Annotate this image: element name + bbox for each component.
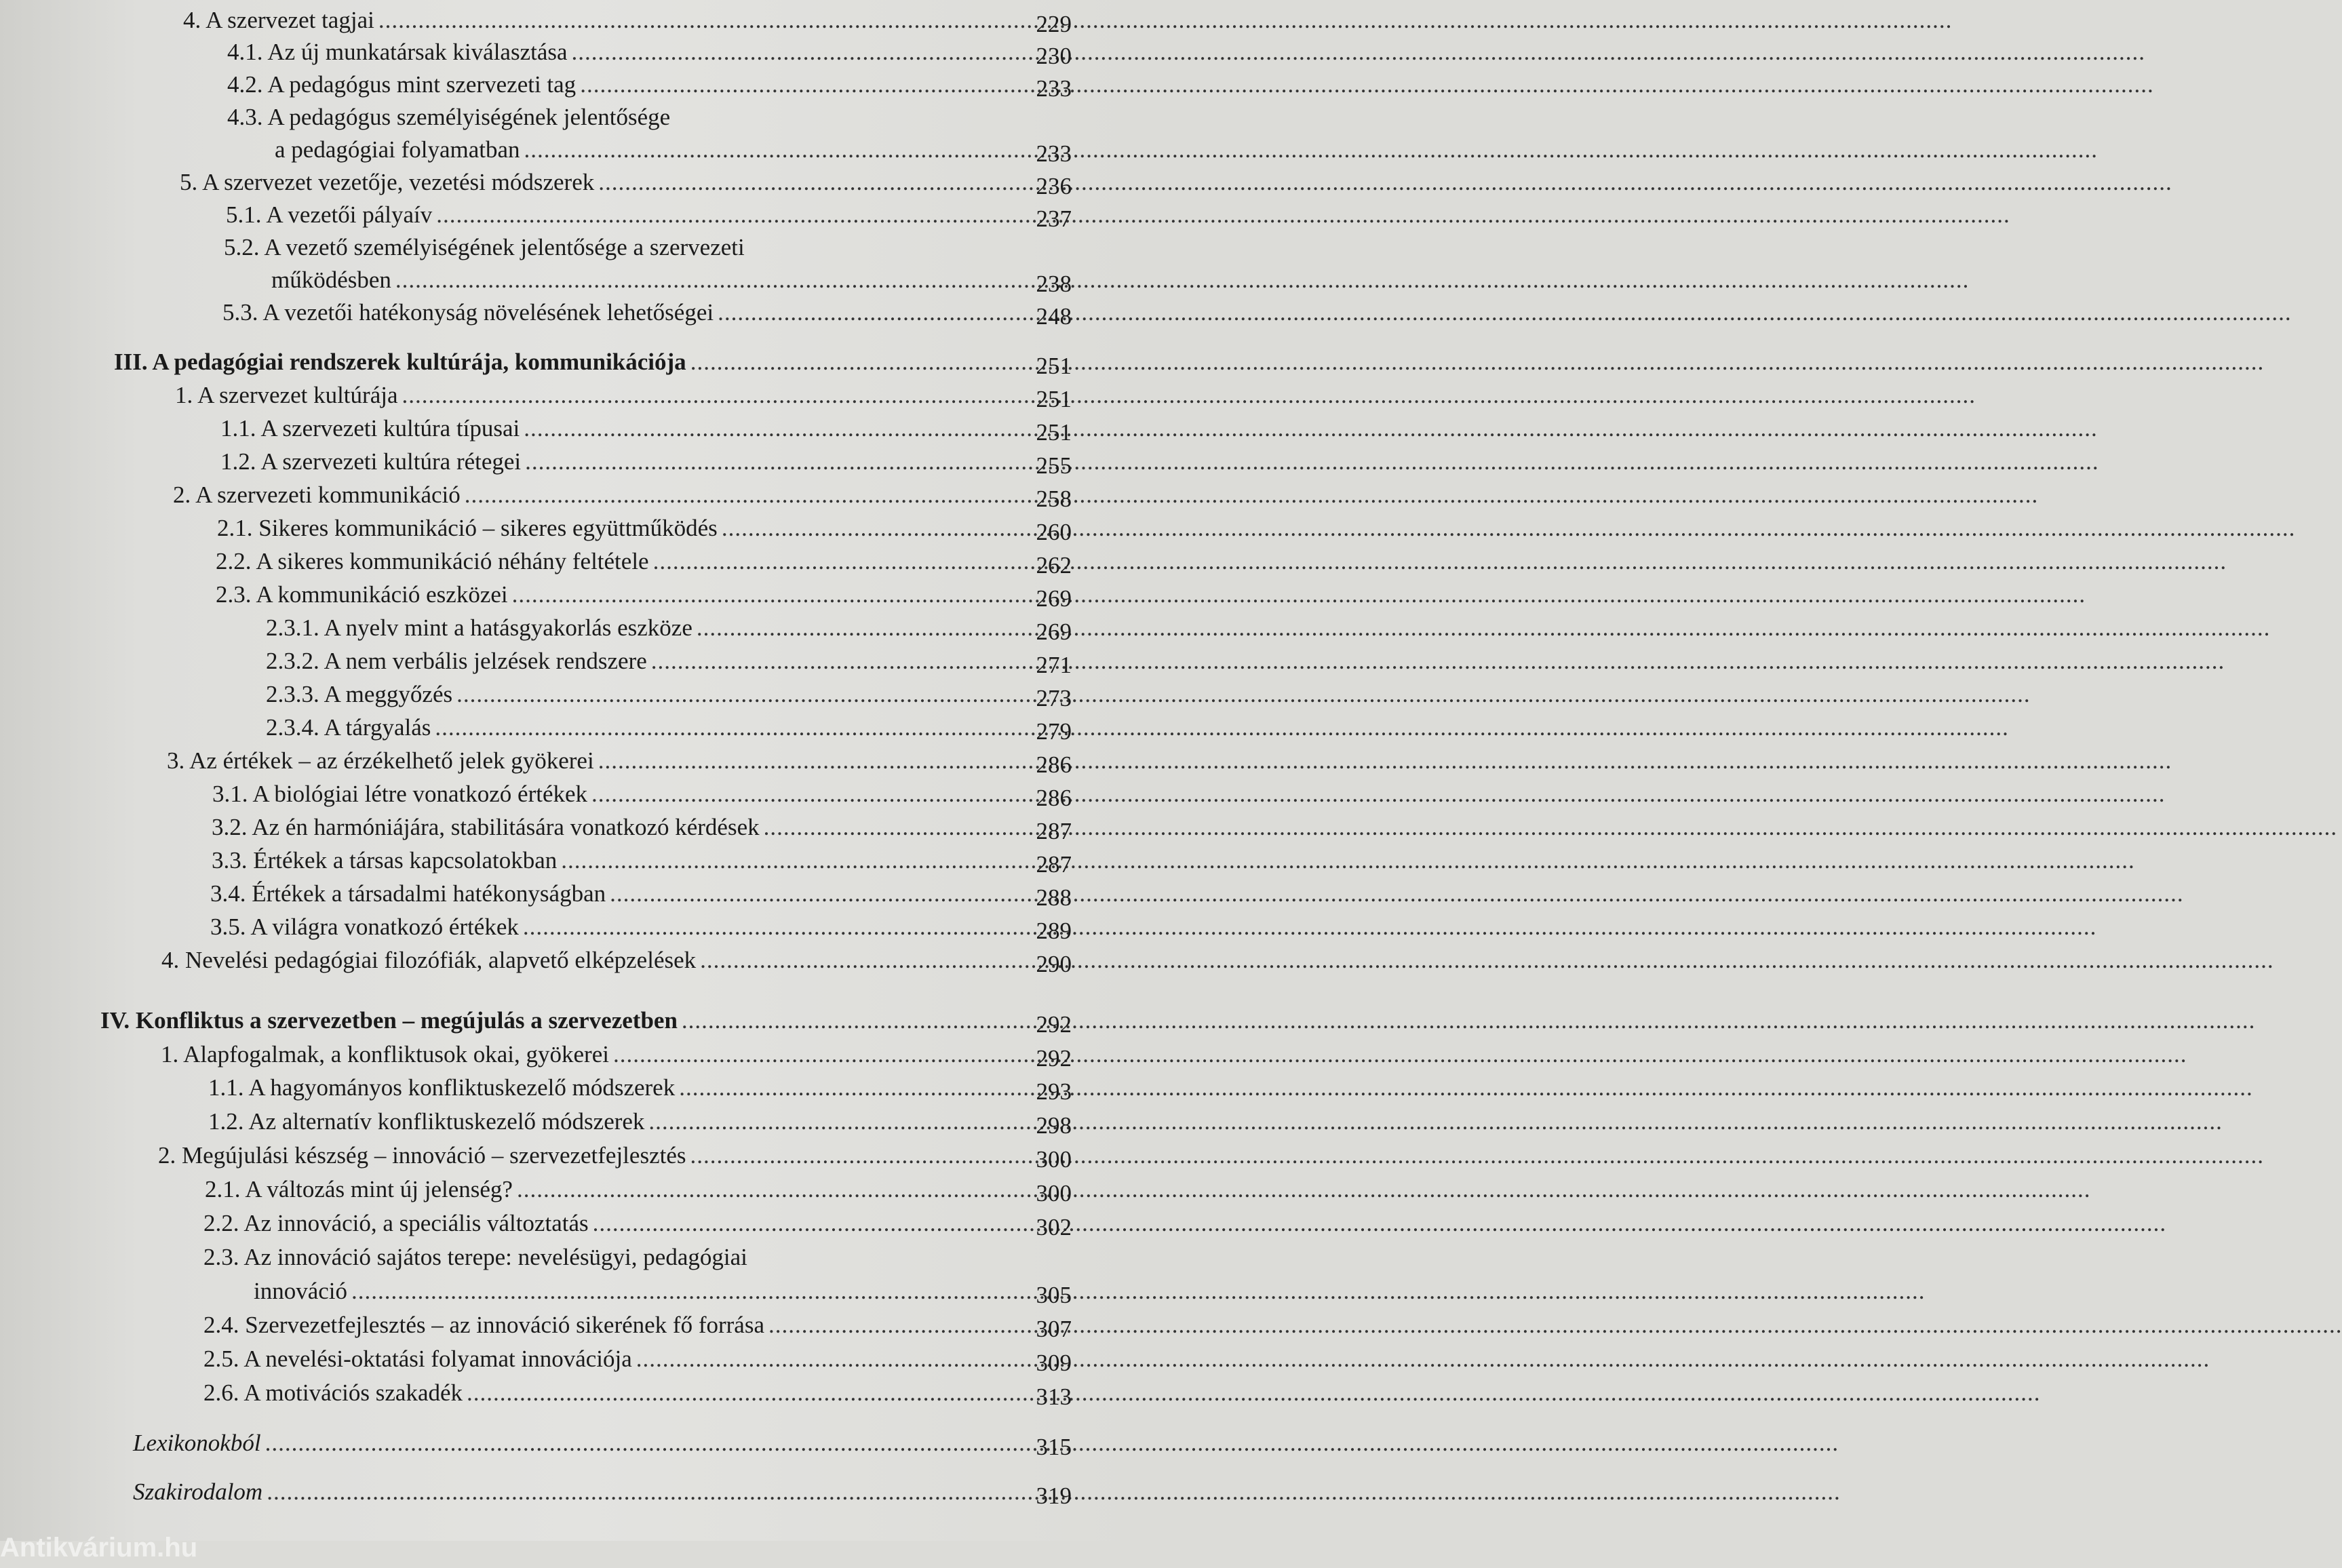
toc-entry-title: 2.3. Az innováció sajátos terepe: nevelésügyi, pedagógiai bbox=[203, 1244, 747, 1270]
toc-entry-title: 1.1. A hagyományos konfliktuskezelő módszerek bbox=[208, 1074, 676, 1101]
toc-entry-title: IV. Konfliktus a szervezetben – megújulás a szervezetben bbox=[100, 1007, 678, 1034]
toc-page-number: 298 bbox=[1036, 1112, 1072, 1139]
dot-leader bbox=[402, 380, 1020, 410]
toc-entry-title: 4.1. Az új munkatársak kiválasztása bbox=[227, 39, 568, 65]
toc-page-number: 229 bbox=[1036, 11, 1072, 37]
dot-leader bbox=[351, 1276, 1020, 1306]
toc-entry-title: a pedagógiai folyamatban bbox=[275, 136, 520, 163]
toc-entry-title: 3.3. Értékek a társas kapcsolatokban bbox=[212, 847, 558, 874]
toc-page-number: 269 bbox=[1036, 619, 1072, 645]
toc-entry-title: 2.3. A kommunikáció eszközei bbox=[216, 581, 508, 608]
toc-entry-title: 2.1. A változás mint új jelenség? bbox=[205, 1176, 513, 1202]
dot-leader bbox=[648, 1107, 1020, 1137]
dot-leader bbox=[456, 680, 1020, 709]
toc-entry-title: 5. A szervezet vezetője, vezetési módszerek bbox=[180, 169, 595, 195]
toc-page bbox=[0, 0, 1156, 1563]
toc-entry-title: 4. Nevelési pedagógiai filozófiák, alapvető elképzelések bbox=[161, 947, 697, 973]
toc-page-number: 262 bbox=[1036, 552, 1072, 579]
dot-leader bbox=[436, 200, 1020, 230]
toc-page-number: 251 bbox=[1036, 386, 1072, 412]
toc-entry-title: 2.1. Sikeres kommunikáció – sikeres együttműködés bbox=[217, 515, 718, 541]
toc-entry-title: 1.2. Az alternatív konfliktuskezelő módszerek bbox=[208, 1108, 645, 1135]
toc-entry-title: 2.2. A sikeres kommunikáció néhány feltétele bbox=[216, 548, 649, 574]
dot-leader bbox=[768, 1310, 1020, 1340]
dot-leader bbox=[267, 1477, 1020, 1507]
toc-entry-title: 3. Az értékek – az érzékelhető jelek gyökerei bbox=[167, 747, 594, 774]
toc-entry-title: 4. A szervezet tagjai bbox=[183, 7, 374, 33]
toc-page-number: 300 bbox=[1036, 1180, 1072, 1207]
toc-page-number: 273 bbox=[1036, 685, 1072, 711]
toc-entry-title: 5.3. A vezetői hatékonyság növelésének lehetőségei bbox=[222, 299, 714, 326]
dot-leader bbox=[598, 746, 1020, 776]
dot-leader bbox=[700, 945, 1020, 975]
dot-leader bbox=[651, 646, 1020, 676]
toc-entry-title: működésben bbox=[271, 267, 391, 293]
toc-entry-title: 3.2. Az én harmóniájára, stabilitására vonatkozó kérdések bbox=[212, 814, 760, 840]
toc-page-number: 289 bbox=[1036, 918, 1072, 944]
toc-page-number: 258 bbox=[1036, 486, 1072, 512]
toc-page-number: 230 bbox=[1036, 43, 1072, 69]
dot-leader bbox=[517, 1175, 1020, 1204]
dot-leader bbox=[525, 447, 1020, 477]
toc-entry-title: 2.2. Az innováció, a speciális változtatás bbox=[203, 1210, 589, 1236]
dot-leader bbox=[610, 879, 1020, 909]
toc-page-number: 279 bbox=[1036, 718, 1072, 745]
toc-entry-title: 2.6. A motivációs szakadék bbox=[203, 1379, 463, 1406]
toc-entry-title: 1. Alapfogalmak, a konfliktusok okai, gyökerei bbox=[161, 1041, 609, 1067]
toc-entry-title: 1.2. A szervezeti kultúra rétegei bbox=[220, 448, 522, 475]
toc-page-number: 255 bbox=[1036, 452, 1072, 479]
toc-entry-title: 2.3.3. A meggyőzés bbox=[266, 681, 453, 707]
toc-page-number: 302 bbox=[1036, 1214, 1072, 1240]
dot-leader bbox=[682, 1006, 1020, 1036]
dot-leader bbox=[636, 1344, 1020, 1374]
dot-leader bbox=[591, 779, 1020, 809]
dot-leader bbox=[524, 135, 1020, 165]
toc-entry-title: 2.3.2. A nem verbális jelzések rendszere bbox=[266, 648, 647, 674]
toc-page-number: 248 bbox=[1036, 303, 1072, 330]
toc-page-number: 233 bbox=[1036, 75, 1072, 102]
dot-leader bbox=[598, 168, 1020, 197]
dot-leader bbox=[265, 1428, 1020, 1458]
toc-entry-title: 5.2. A vezető személyiségének jelentősége a szervezeti bbox=[224, 234, 745, 260]
toc-entry-title: innováció bbox=[254, 1278, 348, 1304]
toc-page-number: 287 bbox=[1036, 851, 1072, 878]
dot-leader bbox=[613, 1040, 1020, 1070]
dot-leader bbox=[572, 37, 1020, 67]
toc-entry-title: 2.4. Szervezetfejlesztés – az innováció sikerének fő forrása bbox=[203, 1312, 764, 1338]
dot-leader bbox=[465, 480, 1020, 510]
dot-leader bbox=[395, 265, 1020, 295]
toc-page-number: 300 bbox=[1036, 1146, 1072, 1173]
toc-page-number: 237 bbox=[1036, 205, 1072, 232]
dot-leader bbox=[764, 812, 1020, 842]
toc-entry-title: 4.3. A pedagógus személyiségének jelentősége bbox=[227, 104, 671, 130]
toc-entry-title: 2.3.1. A nyelv mint a hatásgyakorlás eszköze bbox=[266, 614, 692, 641]
toc-entry-title: 3.4. Értékek a társadalmi hatékonyságban bbox=[210, 880, 606, 907]
toc-page-number: 238 bbox=[1036, 271, 1072, 297]
toc-page-number: 292 bbox=[1036, 1045, 1072, 1072]
toc-page-number: 251 bbox=[1036, 419, 1072, 446]
toc-page-number: 286 bbox=[1036, 785, 1072, 811]
toc-entry-title: Szakirodalom bbox=[133, 1478, 263, 1505]
toc-entry-title: 2. Megújulási készség – innováció – szervezetfejlesztés bbox=[158, 1142, 686, 1169]
toc-entry-title: 5.1. A vezetői pályaív bbox=[226, 201, 433, 228]
toc-entry-title: 3.1. A biológiai létre vonatkozó értékek bbox=[212, 781, 588, 807]
toc-entry-title: Lexikonokból bbox=[133, 1430, 261, 1456]
toc-page-number: 288 bbox=[1036, 884, 1072, 911]
toc-page-number: 287 bbox=[1036, 818, 1072, 844]
dot-leader bbox=[697, 613, 1020, 643]
toc-page-number: 236 bbox=[1036, 173, 1072, 199]
toc-entry-title: 1.1. A szervezeti kultúra típusai bbox=[220, 415, 520, 442]
watermark: Antikvárium.hu bbox=[0, 1533, 198, 1563]
toc-page-number: 309 bbox=[1036, 1350, 1072, 1376]
dot-leader bbox=[653, 547, 1020, 576]
dot-leader bbox=[718, 298, 1020, 328]
toc-page-number: 315 bbox=[1036, 1434, 1072, 1460]
toc-entry-title: III. A pedagógiai rendszerek kultúrája, kommunikációja bbox=[114, 349, 686, 375]
dot-leader bbox=[467, 1378, 1020, 1408]
dot-leader bbox=[561, 846, 1020, 876]
toc-page-number: 319 bbox=[1036, 1483, 1072, 1509]
toc-entry-title: 2.3.4. A tárgyalás bbox=[266, 714, 431, 741]
toc-page-number: 313 bbox=[1036, 1384, 1072, 1410]
dot-leader bbox=[593, 1209, 1020, 1238]
dot-leader bbox=[378, 5, 1020, 35]
toc-entry-title: 4.2. A pedagógus mint szervezeti tag bbox=[227, 71, 577, 98]
dot-leader bbox=[690, 347, 1020, 377]
dot-leader bbox=[523, 912, 1020, 942]
dot-leader bbox=[722, 513, 1020, 543]
toc-page-number: 293 bbox=[1036, 1078, 1072, 1105]
toc-page-number: 269 bbox=[1036, 585, 1072, 612]
toc-page-number: 292 bbox=[1036, 1011, 1072, 1038]
toc-entry-title: 3.5. A világra vonatkozó értékek bbox=[210, 914, 519, 940]
dot-leader bbox=[690, 1141, 1020, 1171]
dot-leader bbox=[435, 713, 1020, 743]
dot-leader bbox=[512, 580, 1020, 610]
dot-leader bbox=[580, 70, 1020, 100]
toc-page-number: 271 bbox=[1036, 652, 1072, 678]
toc-page-number: 307 bbox=[1036, 1316, 1072, 1342]
toc-page-number: 290 bbox=[1036, 951, 1072, 977]
toc-page-number: 286 bbox=[1036, 751, 1072, 778]
dot-leader bbox=[524, 414, 1020, 444]
toc-page-number: 251 bbox=[1036, 353, 1072, 379]
toc-entry-title: 2. A szervezeti kommunikáció bbox=[173, 482, 461, 508]
dot-leader bbox=[679, 1073, 1020, 1103]
toc-page-number: 233 bbox=[1036, 140, 1072, 167]
toc-page-number: 305 bbox=[1036, 1282, 1072, 1308]
toc-entry-title: 2.5. A nevelési-oktatási folyamat innovációja bbox=[203, 1346, 632, 1372]
toc-page-number: 260 bbox=[1036, 519, 1072, 545]
toc-entry-title: 1. A szervezet kultúrája bbox=[175, 382, 398, 408]
